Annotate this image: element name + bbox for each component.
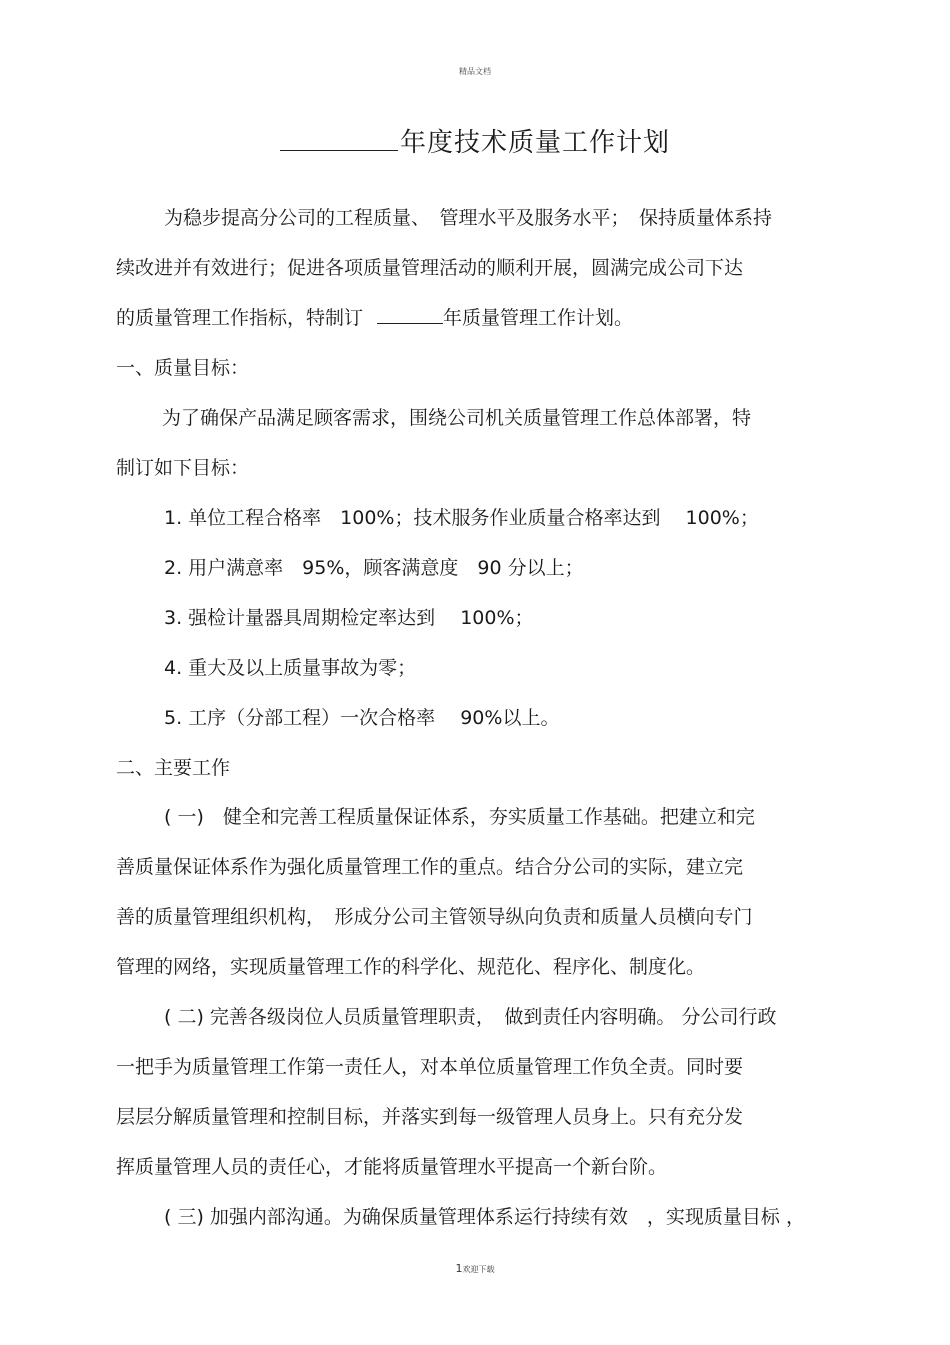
title-blank-line: [280, 128, 398, 151]
title-text: 年度技术质量工作计划: [399, 128, 670, 158]
section-1-para-line-1: 为了确保产品满足顾客需求，围绕公司机关质量管理工作总体部署，特: [162, 407, 752, 429]
work-b-line-3: 层层分解质量管理和控制目标，并落实到每一级管理人员身上。只有充分发: [116, 1106, 744, 1128]
section-2-heading: 二、主要工作: [116, 757, 231, 779]
goal-item-1: 1. 单位工程合格率 100%；技术服务作业质量合格率达到 100%；: [164, 507, 759, 529]
page-footer: [0, 1262, 950, 1275]
work-a-line-1: ( 一) 健全和完善工程质量保证体系，夯实质量工作基础。把建立和完: [164, 806, 755, 828]
page-title: [0, 122, 950, 159]
work-b-line-2: 一把手为质量管理工作第一责任人，对本单位质量管理工作负全责。同时要: [116, 1056, 744, 1078]
goal-item-5: 5. 工序（分部工程）一次合格率 90%以上。: [164, 707, 560, 729]
section-1-para-line-2: 制订如下目标：: [116, 457, 250, 479]
goal-item-3: 3. 强检计量器具周期检定率达到 100%；: [164, 607, 534, 629]
work-a-line-3: 善的质量管理组织机构， 形成分公司主管领导纵向负责和质量人员横向专门: [116, 906, 753, 928]
intro-line-3-part-a: 的质量管理工作指标，特制订: [116, 307, 364, 329]
page-number: 1: [455, 1262, 463, 1275]
footer-note: 欢迎下载: [462, 1265, 495, 1274]
work-c-line-1: ( 三) 加强内部沟通。为确保质量管理体系运行持续有效 ，实现质量目标 ，: [164, 1206, 805, 1228]
intro-line-2: 续改进并有效进行；促进各项质量管理活动的顺利开展，圆满完成公司下达: [116, 257, 744, 279]
goal-item-4: 4. 重大及以上质量事故为零；: [164, 657, 417, 679]
header-note: 精品文档: [459, 67, 491, 76]
year-blank-line: [377, 305, 443, 324]
intro-line-3-part-b: 年质量管理工作计划。: [443, 307, 634, 329]
work-b-line-4: 挥质量管理人员的责任心，才能将质量管理水平提高一个新台阶。: [116, 1156, 668, 1178]
goal-item-2: 2. 用户满意率 95%，顾客满意度 90 分以上；: [164, 557, 584, 579]
work-a-line-2: 善质量保证体系作为强化质量管理工作的重点。结合分公司的实际，建立完: [116, 856, 744, 878]
intro-line-3: [116, 305, 633, 331]
intro-line-1: 为稳步提高分公司的工程质量、 管理水平及服务水平； 保持质量体系持: [164, 207, 773, 229]
work-a-line-4: 管理的网络，实现质量管理工作的科学化、规范化、程序化、制度化。: [116, 956, 706, 978]
work-b-line-1: ( 二) 完善各级岗位人员质量管理职责， 做到责任内容明确。 分公司行政: [164, 1006, 777, 1028]
section-1-heading: 一、质量目标：: [116, 357, 250, 379]
